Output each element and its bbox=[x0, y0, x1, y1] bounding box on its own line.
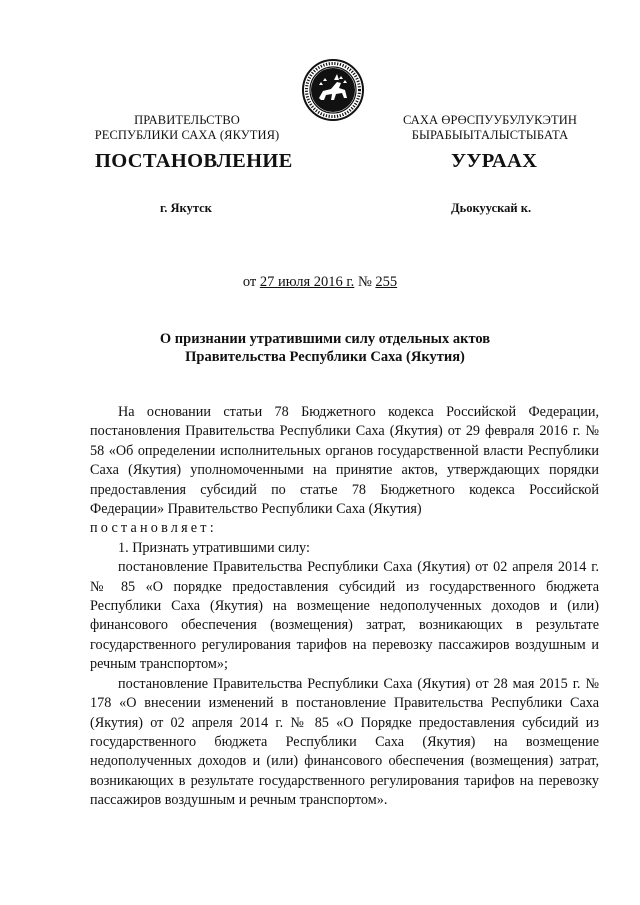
city-sakha: Дьокуускай к. bbox=[451, 201, 532, 215]
decree-date: 27 июля 2016 г. bbox=[259, 274, 355, 290]
header-left-line1: ПРАВИТЕЛЬСТВО bbox=[134, 113, 240, 127]
city-ru: г. Якутск bbox=[160, 201, 212, 215]
date-prefix: от bbox=[242, 274, 257, 290]
paragraph-act-1: постановление Правительства Республики Саха (Якутия) от 02 апреля 2014 г. № 85 «О порядке предоставления субсидий из государственного бюджета Республики Саха (Якутия) на возмещение недополученных доходов и (или) финансового обеспечения (возмещения) затрат, возникающих в результате государственного регулирования тарифов на перевозку пассажиров воздушным и речным транспортом»; bbox=[90, 559, 599, 673]
paragraph-basis: На основании статьи 78 Бюджетного кодекса Российской Федерации, постановления Правительства Республики Саха (Якутия) от 29 февраля 2016 г. № 58 «Об определении исполнительных органов государственной власти Республики Саха (Якутия) уполномоченными на принятие актов, утверждающих порядки предоставления субсидий по статье 78 Бюджетного кодекса Российской Федерации» Правительство Республики Саха (Якутия) bbox=[90, 404, 599, 518]
doc-title-sakha: УУРААХ bbox=[451, 150, 538, 172]
decree-word: постановляет: bbox=[90, 520, 217, 537]
paragraph-act-2: постановление Правительства Республики Саха (Якутия) от 28 мая 2015 г. № 178 «О внесении изменений в постановление Правительства Республики Саха (Якутия) от 02 апреля 2014 г. № 85 «О Порядке предоставления субсидий из государственного бюджета Республики Саха (Якутия) на возмещение недополученных доходов и (или) финансового обеспечения (возмещения) затрат, возникающих в результате государственного регулирования тарифов на перевозку пассажиров воздушным и речным транспортом». bbox=[90, 675, 599, 809]
header-left-line2: РЕСПУБЛИКИ САХА (ЯКУТИЯ) bbox=[94, 128, 280, 142]
header-right-line2: БЫРАБЫЫТАЛЫСТЫБАТА bbox=[411, 128, 569, 142]
government-name-sakha bbox=[360, 113, 620, 143]
decree-body bbox=[90, 403, 599, 811]
subject-line1: О признании утратившими силу отдельных актов bbox=[159, 331, 491, 347]
government-name-ru bbox=[57, 113, 317, 143]
header-right-line1: САХА ӨРӨСПУУБУЛУКЭТИН bbox=[402, 113, 578, 127]
doc-title-ru: ПОСТАНОВЛЕНИЕ bbox=[95, 150, 293, 172]
decree-number: 255 bbox=[375, 274, 398, 290]
decree-subject bbox=[60, 330, 590, 366]
number-sign: № bbox=[357, 274, 372, 290]
item-1: 1. Признать утратившими силу: bbox=[118, 539, 310, 556]
subject-line2: Правительства Республики Саха (Якутия) bbox=[185, 349, 465, 365]
decree-date-line bbox=[0, 274, 640, 291]
